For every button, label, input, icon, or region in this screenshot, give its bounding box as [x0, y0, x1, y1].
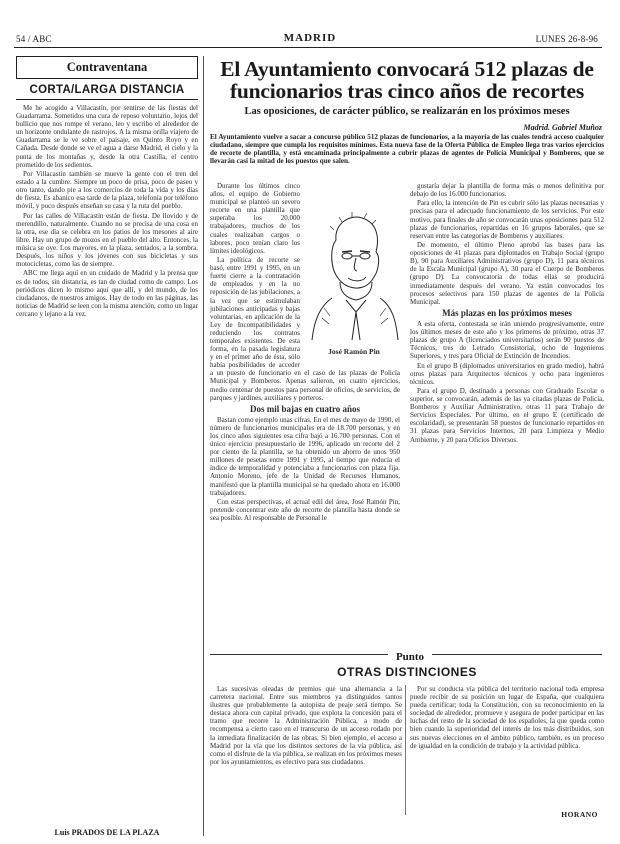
portrait-caption: José Ramón Pin — [328, 347, 380, 356]
article-subhead: Las oposiciones, de carácter público, se realizarán en los próximos meses — [244, 106, 570, 117]
article-paragraph: Bastan como ejemplo unas cifras. En el mes de mayo de 1990, el número de funcionarios municipales era de 18.700 personas, y en los cinco años siguientes esa cifra bajó a 16.700 personas. Con el único ejercicio presupuestario de 1996, aplicado un recorte del 2 por ciento de la plantilla, se ha obtenido un ahorro de unos 950 millones de pesetas entre 1991 y 1995, al tiempo que reducía el índice de temporalidad y potenciaba a funcionarios con plaza fija. Antonio Moreno, jefe de la Unidad de Recursos Humanos, manifestó que la plantilla municipal se ha quedado ahora en 16.000 trabajadores. — [210, 415, 400, 497]
column-body — [16, 104, 198, 318]
issue-date: LUNES 26-8-96 — [535, 34, 598, 44]
article-paragraph: Para ello, la intención de Pin es cubrir sólo las plazas necesarias y precisas para el adecuado funcionamiento de los servicios. Por este motivo, para finales de año se convocarán unas oposiciones para 512 plazas de funcionarios, repartidas en 16 grupos laborales, que se reservan entre las categorías de Bomberos y auxiliares. — [410, 199, 604, 240]
column-title: CORTA/LARGA DISTANCIA — [16, 84, 198, 100]
punto-label-text: Punto — [388, 651, 432, 663]
header-rule — [14, 47, 602, 48]
punto-body-left — [210, 685, 402, 813]
column-paragraph: ABC me llega aquí en un cuidado de Madrid y la prensa que es de todos, sin distancia, es tan de ciudad como de campo. Los periódicos dicen lo mismo aquí que allí, y del mundo, de los ciudadanos, de nuestros amigos. Hay de todo en las páginas, las noticias de Madrid se leen con la misma atención, como un lugar cercano y lejano a la vez. — [16, 269, 198, 318]
page-number: 54 / ABC — [16, 34, 52, 44]
punto-title: OTRAS DISTINCIONES — [337, 665, 477, 679]
article-paragraph: gustaría dejar la plantilla de forma más o menos definitiva por debajo de los 16.000 funcionarios. — [410, 182, 604, 199]
article-column-2 — [410, 182, 604, 648]
portrait-drawing — [306, 208, 402, 346]
article-column-1 — [210, 182, 400, 648]
punto-label — [200, 647, 620, 665]
article-byline: Madrid. Gabriel Muñoz — [523, 123, 602, 132]
article-body-2 — [410, 182, 604, 648]
article-paragraph: De momento, el último Pleno aprobó las bases para las oposiciones de 41 plazas para diplomados en Trabajo Social (grupo B), 90 para Auxiliares Administrativos (grupo D), 11 para técnicos de la Escala Municipal (grupo A), 30 para el Cuerpo de Bomberos (grupo D). La convocatoria de todas ellas se producirá inmediatamente después del verano. Ya están convocados los procesos selectivos para 150 plazas de agentes de la Policía Municipal. — [410, 241, 604, 306]
article-body-1 — [210, 182, 400, 648]
article-paragraph: Con estas perspectivas, el actual edil del área, José Ramón Pin, pretende concentrar este año de recorte de plantilla hasta donde se sea posible. Al responsable de Personal le — [210, 497, 400, 523]
article-paragraph: En el grupo B (diplomados universitarios en grado medio), habrá otros plazas para Arquitectos técnicos y ocho para ingenieros técnicos. — [410, 361, 604, 386]
punto-signature: HORANO — [561, 810, 598, 819]
portrait-illustration — [306, 208, 402, 358]
article-intertitle: Dos mil bajas en cuatro años — [249, 403, 361, 414]
article-headline: El Ayuntamiento convocará 512 plazas de funcionarios tras cinco años de recortes — [220, 57, 594, 103]
article-paragraph: A esta oferta, contestada se irán uniendo progresivamente, entre los últimos meses de este año y los primeros de próximo, otras 37 plazas de grupo A (licenciados universitarios) serán 90 puestos de Técnicos, tres de Letrado Consistorial, ocho de Ingenieros Superiores, y tres para Oficial de Extinción de Incendios. — [410, 319, 604, 361]
punto-divider — [405, 685, 406, 815]
column-contraventana — [16, 56, 198, 826]
article-lead: El Ayuntamiento vuelve a sacar a concurso público 512 plazas de funcionarios, a la mayoría de las cuales tendrá acceso cualquier ciudadano, siempre que cumpla los requisitos mínimos. Esta nueva fase de la Oferta Pública de Empleo llega tras varios ejercicios de recorte de plantilla, y está encaminada principalmente a cubrir plazas de agentes de Policía Municipal y Bomberos, que se llevarán casi la mitad de los puestos que salen. — [210, 133, 604, 166]
column-paragraph: Por las calles de Villacastín están de fiesta. De llovido y de merendillo, naturalmente. Cuando no se precisa de una cosa en la otra, ese día se celebra en los patios de los mesones al aire libre. Hay un grupo de mozos en el pueblo del alto. Entonces, la música se oye. Los mayores, en la plaza, sentados, a la sombra. Después, los niños y los jóvenes con sus bicicletas y sus motocicletas, como las de siempre. — [16, 211, 198, 269]
section-name: MADRID — [283, 32, 337, 44]
column-paragraph: Me he acogido a Villacastín, por sentirse de las fiestas del Guadarrama. Sometidos una cura de reposo voluntario, lejos del bullicio que nos rompe el verano, leo y escribo el alrededor de un horizonte ondulante de rastrojos. A la misma orilla viajero de Guadarrama se le ve sobre el paisaje, en Quinto Royo y en Cañada. Desde donde se ve el agua a darse Madrid, el cielo y la punta de los montañas y, desde la otra Castilla, el centro prometido de los sedientos. — [16, 104, 198, 169]
column-divider — [203, 56, 204, 836]
column-signature: Luis PRADOS DE LA PLAZA — [54, 828, 160, 837]
punto-body-right — [410, 685, 604, 795]
article-paragraph: Durante los últimos cinco años, el equipo de Gobierno municipal se planteó un severo recorte en una plantilla que superaba los 20.000 trabajadores, muchos de los cuales realizaban cargos o labores, poco tenían claro los límites ideológicos. — [210, 182, 300, 255]
column-paragraph: Por Villacastín también se mueve la gente con el tren del estado a la cumbre. Siempre un poco de prisa, poco de paseo y otro tanto, dando pie a los comercios de toda la vida y los días de fiesta. Es abanico esa tarde de la plaza, telefonía por teléfono móvil, y poco después enseñan su casa y la ruta del pueblo. — [16, 169, 198, 211]
punto-paragraph: Las sucesivas oleadas de premios que una alternancia a la carretera nacional. Entre sus miembros ya distinguidos tantos ilustres que probablemente la autopista de peaje será tiempo. Se destaca ahora con capital privado, que explota la concesión para el tramo que recorre la Administración Pública, a modo de recompensa a cierto caso en el transcurso de un acceso rodado por la inmediata finalización de las obras. Si bien ejemplo, el acceso a Madrid por la vía que los distintos sectores de la vía pública, así como el disfrute de la vía pública, se realizan en los próximos meses por los ayuntamientos, es efectivo para sus ciudadanos. — [210, 685, 402, 766]
article-intertitle: Más plazas en los próximos meses — [442, 307, 572, 318]
section-label: Contraventana — [16, 56, 198, 79]
article-paragraph: La política de recorte se basó, entre 1991 y 1995, en un fuerte cierre a la contratación de empleados y en la no reposición de las jubilaciones, a la vez que se estimulaban jubilaciones anticipadas y bajas voluntarias, en aplicación de la Ley de Incompatibilidades y reduciendo los contratos temporales existentes. De esta forma, en la pasada legislatura y en el primer año de ésta, sólo había posibilidades de acceder a un puesto de funcionario en el caso de las plazas de Policía Municipal y Bomberos. Apenas salieron, en cuatro ejercicios, medio centenar de puestos para personal de oficios, de servicios, de parques y jardines, auxiliares y porteros. — [210, 256, 400, 402]
punto-paragraph: Por su conducta vía pública del territorio nacional toda empresa puede recibir de su posición un lugar de España, que cualquiera pueda certificar; toda la Constitución, con su reconocimiento en la sociedad de alrededor, promueve y asegura de poder participar en las luchas del resto de la sociedad de los españoles, la que queda como bien cuando la superioridad del interés de los más distribuidos, son sus nuevas elecciones en el ámbito público, también, es un proceso de igualdad en la condición de trabajo y la actividad pública. — [410, 685, 604, 750]
article-paragraph: Para el grupo D, destinado a personas con Graduado Escolar o superior, se convocarán, además de las ya citadas plazas de Policía, Bomberos y Auxiliar Administrativo, otras 11 para Trabajo de Servicios Especiales. Por último, en el grupo E (certificado de escolaridad), se presentarán 58 puestos de funcionario repartidos en 31 plazas para Servicios Internos, 20 para Limpieza y Medio Ambiente, y 20 para Oficios Diversos. — [410, 387, 604, 444]
